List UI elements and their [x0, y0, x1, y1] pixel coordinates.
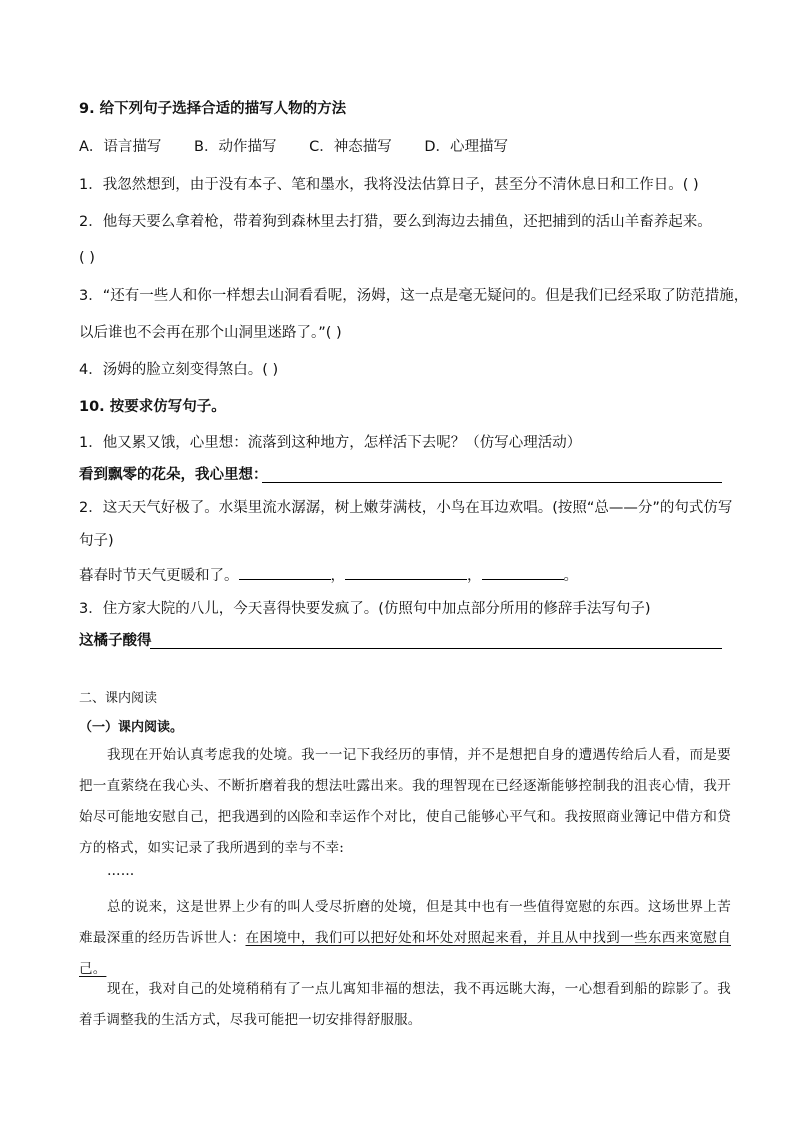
q10-item-2-sep-1: ，: [330, 568, 345, 584]
q10-item-2-blank-3[interactable]: [482, 565, 564, 580]
section-subheading: （一）课内阅读。: [79, 720, 184, 735]
q10-item-1-answer-line[interactable]: [262, 482, 722, 483]
reading-ellipsis: ……: [107, 863, 135, 879]
reading-paragraph-1: 我现在开始认真考虑我的处境。我一一记下我经历的事情，并不是想把自身的遭遇传给后人看，而是要把一直萦绕在我心头、不断折磨着我的想法吐露出来。我的理智现在已经逐渐能够控制我的沮丧心情，我开始尽可能地安慰自己，把我遇到的凶险和幸运作个对比，使自己能够心平气和。我按照商业簿记中借方和贷方的格式，如实记录了我所遇到的幸与不幸:: [79, 747, 731, 856]
q9-option-a: A．语言描写: [79, 139, 162, 155]
q9-option-c: C．神态描写: [309, 139, 392, 155]
q10-item-2-end: 。: [563, 568, 578, 584]
q10-item-2-line2: 句子): [79, 533, 114, 549]
q10-item-3-prompt: 这橘子酸得: [79, 633, 152, 649]
q9-item-1: 1．我忽然想到，由于没有本子、笔和墨水，我将没法估算日子，甚至分不清休息日和工作日。( ): [79, 177, 699, 193]
q10-item-2-line1: 2．这天天气好极了。水渠里流水潺潺，树上嫩芽满枝，小鸟在耳边欢唱。(按照“总——分”的句式仿写: [79, 500, 733, 516]
reading-underlined-sentence: 在困境中，我们可以把好处和坏处对照起来看，并且从中找到一些东西来宽慰自己。: [79, 930, 731, 977]
q10-item-1: 1．他又累又饿，心里想：流落到这种地方，怎样活下去呢？（仿写心理活动）: [79, 435, 582, 451]
q9-item-3-line2: 以后谁也不会再在那个山洞里迷路了。”( ): [79, 325, 342, 341]
reading-paragraph-3: 现在，我对自己的处境稍稍有了一点儿寓知非福的想法，我不再远眺大海，一心想看到船的踪影了。我着手调整我的生活方式，尽我可能把一切安排得舒服服。: [79, 981, 731, 1028]
q10-item-2-sep-2: ，: [467, 568, 482, 584]
q9-item-2: 2．他每天要么拿着枪，带着狗到森林里去打猎，要么到海边去捕鱼，还把捕到的活山羊畜养起来。: [79, 214, 712, 230]
reading-paragraph-2-text: 总的说来，这是世界上少有的叫人受尽折磨的处境，但是其中也有一些值得宽慰的东西。这场世界上苦难最深重的经历告诉世人：: [79, 899, 731, 946]
q10-item-3: 3．住方家大院的八儿，今天喜得快要发疯了。(仿照句中加点部分所用的修辞手法写句子): [79, 601, 651, 617]
q9-item-4: 4．汤姆的脸立刻变得煞白。( ): [79, 362, 279, 378]
q9-option-b: B．动作描写: [194, 139, 277, 155]
q10-item-2-blank-1[interactable]: [239, 565, 331, 580]
q9-item-2-answer: ( ): [79, 250, 95, 266]
q9-options: [79, 137, 536, 157]
q9-title: 9. 给下列句子选择合适的描写人物的方法: [79, 101, 347, 117]
q10-item-1-prompt: 看到飘零的花朵，我心里想：: [79, 467, 268, 483]
q10-item-2-blank-2[interactable]: [345, 565, 467, 580]
q9-option-d: D．心理描写: [424, 139, 508, 155]
section-heading: 二、课内阅读: [79, 691, 158, 706]
q9-item-3-line1: 3．“还有一些人和你一样想去山洞看看呢，汤姆，这一点是毫无疑问的。但是我们已经采取了防范措施，: [79, 288, 749, 304]
q10-item-2-prompt: 暮春时节天气更暖和了。: [79, 568, 239, 584]
q10-item-2-prompt-row: [79, 565, 578, 586]
reading-paragraph-2: [79, 892, 731, 985]
q10-title: 10. 按要求仿写句子。: [79, 399, 226, 415]
q10-item-3-answer-line[interactable]: [150, 648, 722, 649]
